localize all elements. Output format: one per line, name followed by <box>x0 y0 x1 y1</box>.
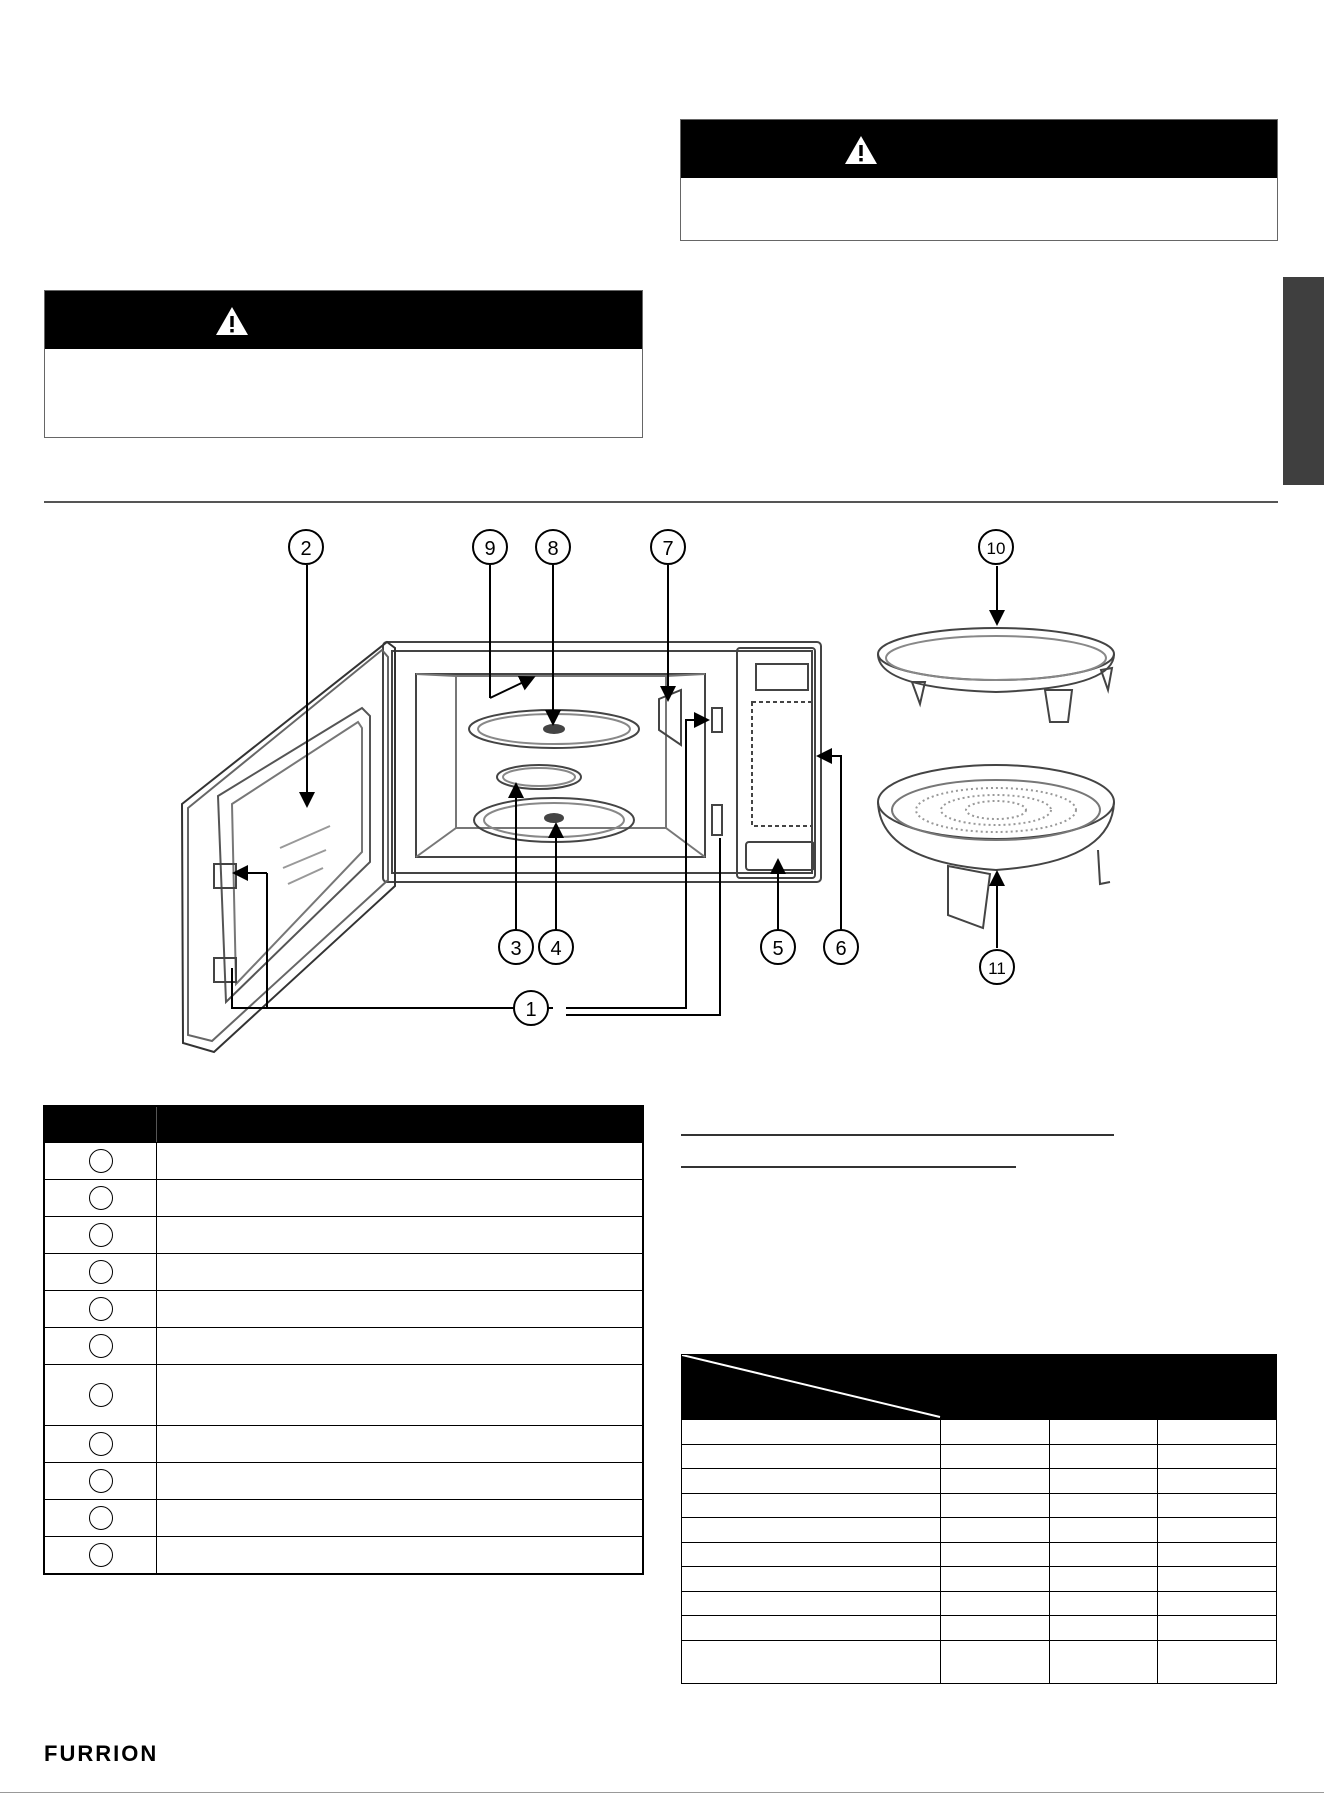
callout-10 <box>979 530 1013 564</box>
warning-triangle-icon <box>214 305 250 337</box>
svg-text:8: 8 <box>547 538 559 560</box>
header-diagonal <box>682 1355 1276 1419</box>
microwave-illustration <box>182 642 821 1052</box>
brand-logo <box>44 1741 194 1765</box>
table-row <box>45 1364 642 1425</box>
table-row <box>682 1493 1276 1518</box>
underline-rule <box>681 1134 1114 1136</box>
svg-text:10: 10 <box>986 539 1006 558</box>
svg-text:1: 1 <box>525 999 537 1021</box>
leader-lines <box>232 565 997 1015</box>
callout-11 <box>980 950 1014 984</box>
table-row <box>682 1542 1276 1567</box>
table-row <box>682 1419 1276 1444</box>
warning-box-top <box>680 119 1278 241</box>
underline-rule <box>681 1166 1016 1168</box>
callout-2 <box>289 530 323 564</box>
table-row <box>682 1517 1276 1542</box>
svg-text:4: 4 <box>550 938 562 960</box>
table-row <box>45 1216 642 1253</box>
turntable-ring-illustration <box>878 628 1114 722</box>
table-row <box>45 1290 642 1327</box>
svg-text:3: 3 <box>510 938 522 960</box>
page-bottom-rule <box>0 1792 1324 1793</box>
callout-6 <box>824 930 858 964</box>
svg-text:7: 7 <box>662 538 674 560</box>
table-row <box>45 1253 642 1290</box>
warning-header <box>45 291 642 349</box>
table-row <box>682 1591 1276 1616</box>
table-row <box>45 1142 642 1179</box>
callout-1 <box>514 991 548 1025</box>
warning-header <box>681 120 1277 178</box>
parts-list-table <box>43 1105 644 1575</box>
table-row <box>682 1566 1276 1591</box>
table-row <box>682 1615 1276 1640</box>
table-row <box>45 1425 642 1462</box>
materials-table <box>681 1354 1277 1684</box>
svg-text:5: 5 <box>772 938 784 960</box>
table-row <box>45 1536 642 1573</box>
section-side-tab <box>1283 277 1324 485</box>
microwave-parts-diagram <box>0 505 1324 1085</box>
callout-4 <box>539 930 573 964</box>
callout-9 <box>473 530 507 564</box>
table-row <box>45 1462 642 1499</box>
callout-7 <box>651 530 685 564</box>
materials-table-header <box>682 1355 1276 1419</box>
svg-text:6: 6 <box>835 938 847 960</box>
table-row <box>682 1444 1276 1469</box>
callout-3 <box>499 930 533 964</box>
table-row <box>682 1640 1276 1683</box>
table-row <box>45 1179 642 1216</box>
callout-8 <box>536 530 570 564</box>
svg-text:9: 9 <box>484 538 496 560</box>
table-row <box>45 1499 642 1536</box>
table-row <box>45 1327 642 1364</box>
section-divider <box>44 501 1278 503</box>
parts-table-header <box>45 1107 642 1142</box>
svg-text:FURRION: FURRION <box>44 1741 159 1765</box>
callout-5 <box>761 930 795 964</box>
svg-text:11: 11 <box>988 959 1006 978</box>
table-row <box>682 1468 1276 1493</box>
warning-triangle-icon <box>843 134 879 166</box>
warning-box-left <box>44 290 643 438</box>
svg-text:2: 2 <box>300 538 312 560</box>
